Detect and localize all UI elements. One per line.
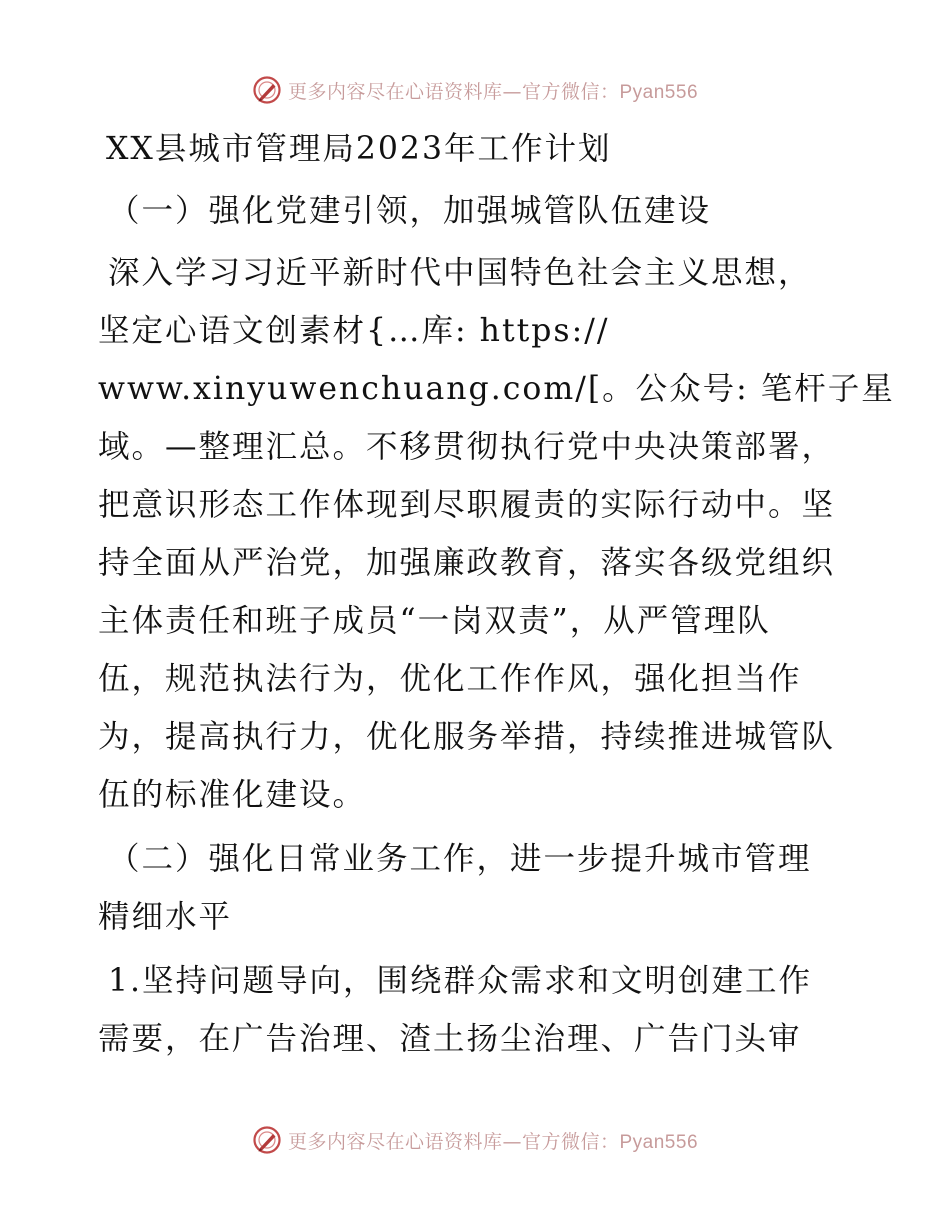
paragraph-line: 域。—整理汇总。不移贯彻执行党中央决策部署， <box>98 429 836 465</box>
paragraph-line: www.xinyuwenchuang.com/[。公众号: 笔杆子星 <box>98 371 895 407</box>
paragraph-line: 伍的标准化建设。 <box>98 777 367 813</box>
watermark-banner-top <box>0 70 950 110</box>
paragraph-line: 深入学习习近平新时代中国特色社会主义思想， <box>108 255 812 291</box>
watermark-text: 更多内容尽在心语资料库—官方微信：Pyan556 <box>287 1130 699 1153</box>
paragraph-line: 伍，规范执法行为，优化工作作风，强化担当作 <box>98 661 802 697</box>
watermark-text: 更多内容尽在心语资料库—官方微信：Pyan556 <box>287 80 699 103</box>
watermark-handle: Pyan556 <box>619 1131 699 1153</box>
section-heading-2: （二）强化日常业务工作，进一步提升城市管理 <box>108 841 812 877</box>
section-heading-1: （一）强化党建引领，加强城管队伍建设 <box>108 193 712 229</box>
document-body <box>98 120 895 1068</box>
watermark-banner-bottom <box>0 1120 950 1160</box>
paragraph-line: 把意识形态工作体现到尽职履责的实际行动中。坚 <box>98 487 836 523</box>
pen-logo-icon <box>252 1125 282 1155</box>
watermark-handle: Pyan556 <box>619 81 699 103</box>
pen-logo-icon <box>252 75 282 105</box>
paragraph-line: 持全面从严治党，加强廉政教育，落实各级党组织 <box>98 545 836 581</box>
section-heading-2-cont: 精细水平 <box>98 899 233 935</box>
paragraph-line: 坚定心语文创素材{…库: https:// <box>98 313 610 349</box>
paragraph-line: 需要，在广告治理、渣土扬尘治理、广告门头审 <box>98 1021 802 1057</box>
paragraph-line: 1.坚持问题导向，围绕群众需求和文明创建工作 <box>108 963 813 999</box>
paragraph-line: 为，提高执行力，优化服务举措，持续推进城管队 <box>98 719 836 755</box>
paragraph-line: 主体责任和班子成员“一岗双责”，从严管理队 <box>98 603 771 639</box>
document-title: XX县城市管理局2023年工作计划 <box>106 131 612 167</box>
